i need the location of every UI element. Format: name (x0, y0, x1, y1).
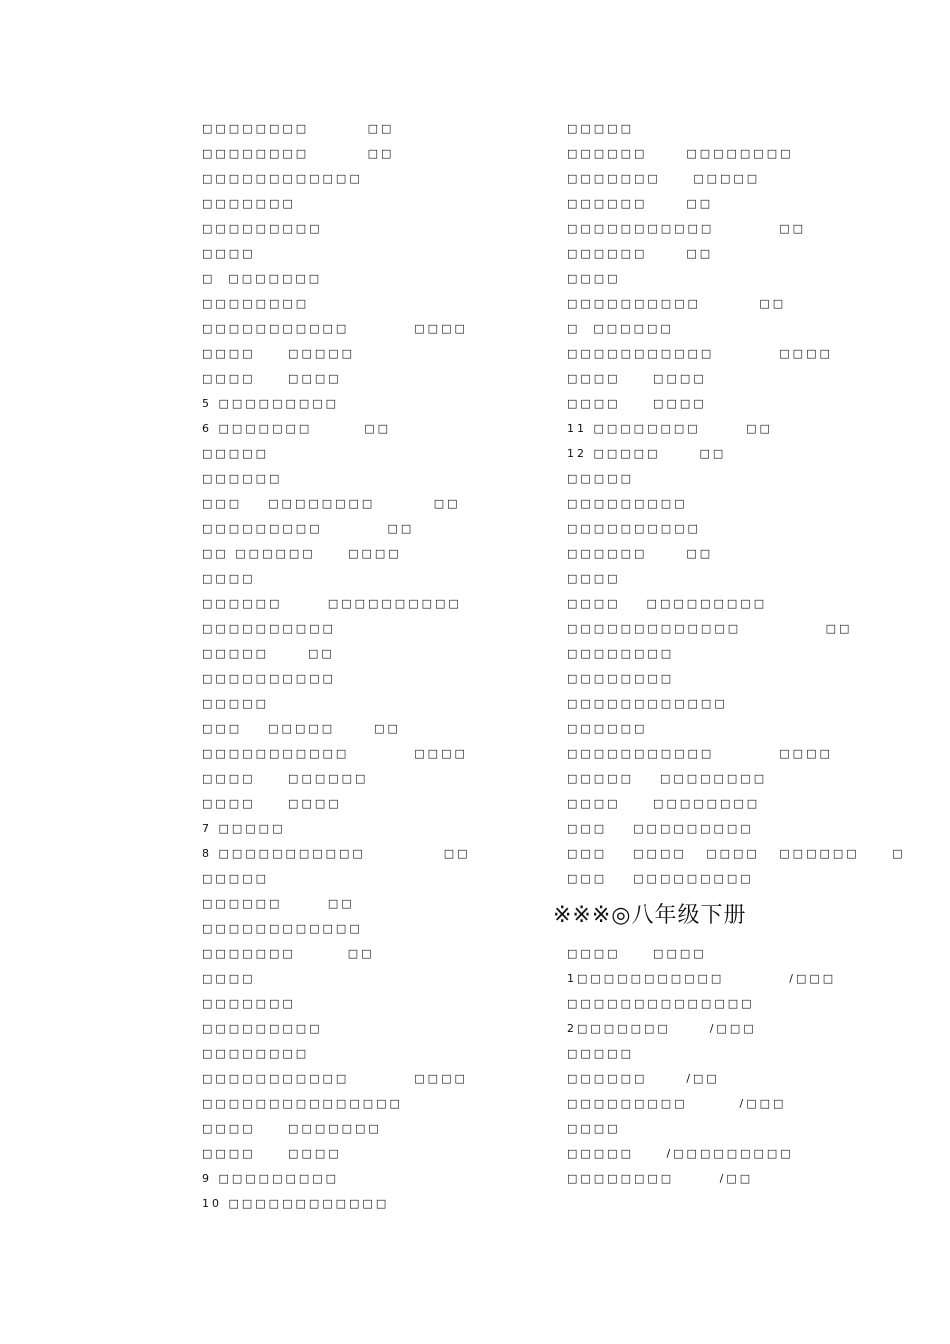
text-line: □□□□□□□□□□ (202, 622, 336, 635)
text-line: □□□□□ (202, 872, 269, 885)
text-line: □□□□□□ (567, 722, 648, 735)
text-line: □□□□□□□□□□□ □□□□ (567, 747, 833, 760)
text-line: □□□□□□□□□□ (202, 672, 336, 685)
text-line: □□□□ □□□□ (567, 397, 707, 410)
text-line: 11 □□□□□□□□ □□ (567, 422, 773, 435)
text-line: □□□□□ (202, 697, 269, 710)
text-line: 12 □□□□□ □□ (567, 447, 727, 460)
text-line: □□□□□□□□ (567, 647, 675, 660)
text-line: □□□□□□□□□□□ □□ (567, 222, 807, 235)
text-line: □□□□□□□ (202, 197, 296, 210)
text-line: □□□□□□□□□ □□ (202, 522, 415, 535)
text-line: □□□□□□□□ (567, 672, 675, 685)
text-line: 9 □□□□□□□□□ (202, 1172, 340, 1185)
text-line: 10 □□□□□□□□□□□□ (202, 1197, 390, 1210)
text-line: □□□□□□□□□ (202, 1022, 323, 1035)
text-line: □□□□ (202, 972, 256, 985)
text-line: □□□□□□□□□□□□ (567, 697, 728, 710)
text-line: □□□□ (202, 247, 256, 260)
text-line: □□□□□□□□□□□□□□ (567, 997, 755, 1010)
text-line: □□□□□□ □□ (567, 547, 714, 560)
text-line: □□□□□ (567, 472, 634, 485)
text-line: □□□□□□ (202, 472, 283, 485)
text-line: □□□□□□□□ (202, 297, 310, 310)
text-line: □□□ □□□□ □□□□ □□□□□□ □ (567, 847, 906, 860)
text-line: □□□ □□□□□ □□ (202, 722, 401, 735)
text-line: □□□□□□□□□□□□□□□ (202, 1097, 403, 1110)
text-line: □□□□□ (567, 1047, 634, 1060)
text-line: □□□□□ (567, 122, 634, 135)
text-line: □□□□ □□□□□ (202, 347, 356, 360)
text-line: □□□□□ /□□□□□□□□□ (567, 1147, 794, 1160)
text-line: □□□□□□□□□□□ □□□□ (202, 322, 468, 335)
right-column (553, 116, 906, 1191)
text-line: □ □□□□□□ (567, 322, 674, 335)
text-line: □□□□□□□□□□ (567, 522, 701, 535)
text-line: □□□□□□□□ □□ (202, 147, 395, 160)
text-line: □□□□ (202, 572, 256, 585)
text-line: □□□ □□□□□□□□ □□ (202, 497, 461, 510)
text-line: □□□□□□□□□□□□□ □□ (567, 622, 853, 635)
text-line: □□□□□ (202, 447, 269, 460)
text-line: □□□□ □□□□□□□ (202, 1122, 382, 1135)
text-line: □□□ □□□□□□□□□ (567, 872, 754, 885)
text-line: □□□□□□□□□□□□ (202, 922, 363, 935)
text-line: □□□□□ □□ (202, 647, 335, 660)
left-column (202, 116, 532, 1216)
text-line: □□□□ □□□□ (202, 1147, 342, 1160)
text-line: □□□□□□□□□□□ □□□□ (202, 747, 468, 760)
text-line: 2□□□□□□□ /□□□ (567, 1022, 757, 1035)
text-line: □□ □□□□□□ □□□□ (202, 547, 402, 560)
text-line: □□□□□□□□ □□ (202, 122, 395, 135)
text-line: □□□□ □□□□□□□□ (567, 797, 761, 810)
text-line: □□□□□□□□□ (202, 222, 323, 235)
text-line: □□□□□□ □□□□□□□□□□ (202, 597, 462, 610)
text-line: □□□□ (567, 572, 621, 585)
text-line: □□□□□□ □□ (202, 897, 355, 910)
text-line: □□□□□□□□□□□□ (202, 172, 363, 185)
text-line: □□□□ □□□□□□ (202, 772, 369, 785)
text-line: □□□□ (567, 1122, 621, 1135)
text-line: □□□□□□ □□ (567, 247, 714, 260)
text-line: □□□□ □□□□ (567, 372, 707, 385)
text-line: □□□□□□□ □□ (202, 947, 375, 960)
text-line: □□□□□□□□□ /□□□ (567, 1097, 787, 1110)
section-heading: ※※※◎八年级下册 (553, 903, 747, 928)
text-line: 6 □□□□□□□ □□ (202, 422, 392, 435)
text-line: □□□□□□ /□□ (567, 1072, 720, 1085)
text-line: 5 □□□□□□□□□ (202, 397, 340, 410)
text-line: □□□□□□□ □□□□□ (567, 172, 761, 185)
text-line: □□□□□□□□ (202, 1047, 310, 1060)
text-line: □□□□ □□□□□□□□□ (567, 597, 768, 610)
text-line: □□□□□□ □□□□□□□□ (567, 147, 794, 160)
text-line: □□□□□□□□□ (567, 497, 688, 510)
text-line: □□□□ □□□□ (567, 947, 707, 960)
right-column-top-block (567, 116, 906, 891)
text-line: □□□□ □□□□ (202, 797, 342, 810)
text-line: 1□□□□□□□□□□□ /□□□ (567, 972, 837, 985)
text-line: □□□□□□□□□□ □□ (567, 297, 787, 310)
text-line: □□□□□□□□ /□□ (567, 1172, 754, 1185)
text-line: □ □□□□□□□ (202, 272, 323, 285)
text-line: □□□□□□□□□□□ □□□□ (202, 1072, 468, 1085)
text-line: 7 □□□□□ (202, 822, 286, 835)
text-line: 8 □□□□□□□□□□□ □□ (202, 847, 471, 860)
text-line: □□□□ (567, 272, 621, 285)
text-line: □□□□□□ □□ (567, 197, 714, 210)
text-line: □□□□□ □□□□□□□□ (567, 772, 768, 785)
text-line: □□□□□□□□□□□ □□□□ (567, 347, 833, 360)
text-line: □□□ □□□□□□□□□ (567, 822, 754, 835)
text-line: □□□□□□□ (202, 997, 296, 1010)
right-column-bottom-block (567, 941, 867, 1191)
text-line: □□□□ □□□□ (202, 372, 342, 385)
